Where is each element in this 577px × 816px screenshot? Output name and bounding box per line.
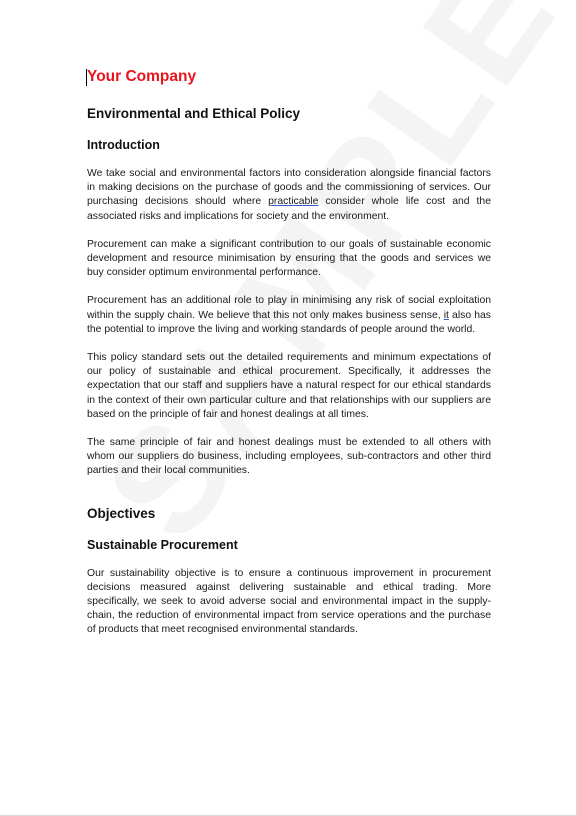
text-run: consider whole life cost and the associated risks and implications for society and the environment. [87, 196, 491, 222]
sustainable-procurement-heading: Sustainable Procurement [87, 537, 238, 552]
introduction-heading: Introduction [87, 138, 160, 152]
text-run: also has the potential to improve the living and working standards of people around the world. [87, 309, 491, 335]
document-body [87, 66, 491, 638]
document-title: Environmental and Ethical Policy [87, 106, 301, 121]
text-run: Procurement has an additional role to play in minimising any risk of social exploitation within the supply chain. We believe that this not only makes business sense, [87, 295, 491, 321]
spelling-underlined-word[interactable]: practicable [268, 196, 319, 208]
objectives-heading: Objectives [87, 505, 156, 521]
introduction-paragraph-5: The same principle of fair and honest dealings must be extended to all others with whom our suppliers do business, including employees, sub-contractors and other third parties and their local communities. [87, 437, 491, 477]
grammar-underlined-word[interactable]: it [443, 309, 449, 321]
company-name[interactable] [87, 66, 491, 88]
text-run: We take social and environmental factors into consideration alongside financial factors in making decisions on the purchase of goods and the commissioning of services. Our purchasing decisions should where [87, 168, 491, 208]
introduction-paragraph-2: Procurement can make a significant contribution to our goals of sustainable economic development and resource minimisation by ensuring that the goods and services we buy consider optimum environmental performance. [87, 238, 491, 279]
introduction-paragraph-1 [87, 167, 491, 224]
company-name-text: Your Company [87, 68, 197, 85]
introduction-paragraph-3 [87, 294, 491, 337]
text-cursor [86, 69, 87, 86]
introduction-paragraph-4: This policy standard sets out the detailed requirements and minimum expectations of our policy of sustainable and ethical procurement. Specifically, it addresses the expectation that our staff and suppliers have a natural respect for our ethical standards in the context of their own particular culture and that relationships with our suppliers are based on the principle of fair and honest dealings at all times. [87, 352, 491, 420]
objectives-paragraph-1: Our sustainability objective is to ensure a continuous improvement in procurement decisions measured against delivering sustainable and ethical trading. More specifically, we seek to avoid adverse social and environmental impact in the supply-chain, the reduction of environmental impact from service operations and the purchase of products that meet recognised environmental standards. [87, 567, 491, 636]
